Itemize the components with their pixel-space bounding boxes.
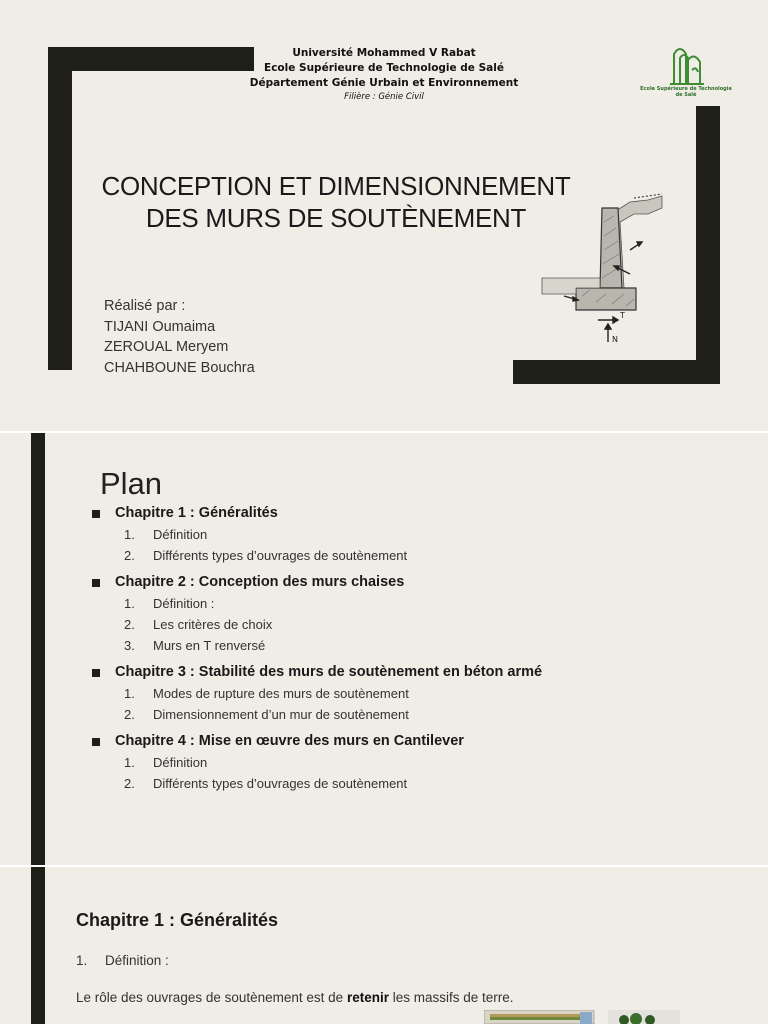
author-1: TIJANI Oumaima — [104, 318, 216, 335]
chapter-3 — [90, 661, 730, 683]
chapter-2-item-1 — [90, 593, 730, 614]
definition-heading — [76, 951, 169, 971]
chapter-3-item-1 — [90, 683, 730, 704]
made-by-label: Réalisé par : — [104, 298, 186, 314]
logo-caption: Ecole Supérieure de Technologie de Salé — [640, 86, 732, 98]
item-number: 2. — [124, 548, 135, 563]
definition-number: 1. — [76, 953, 88, 968]
frame-corner-bottom-right-bar — [513, 360, 720, 384]
item-text: Définition : — [153, 596, 215, 611]
chapter-1-item-2 — [90, 545, 730, 566]
institution-header — [200, 46, 568, 104]
plan-slide — [0, 433, 768, 865]
chapter-4 — [90, 730, 730, 752]
figure-label-t: T — [620, 311, 625, 320]
item-text: Définition — [153, 527, 208, 542]
bullet-square-icon — [92, 669, 100, 677]
slide-side-bar — [31, 867, 45, 1024]
university-name: Université Mohammed V Rabat — [292, 47, 476, 59]
item-number: 1. — [124, 755, 135, 770]
author-3: CHAHBOUNE Bouchra — [104, 359, 255, 376]
plan-title: Plan — [100, 466, 163, 501]
item-text: Dimensionnement d’un mur de soutènement — [153, 707, 409, 722]
frame-corner-bottom-right — [696, 106, 720, 384]
department-name: Département Génie Urbain et Environnement — [249, 77, 519, 89]
chapter-1 — [90, 502, 730, 524]
chapter-3-item-2 — [90, 704, 730, 725]
title-slide — [0, 0, 768, 431]
chapter-1-slide — [0, 867, 768, 1024]
chapter-2-item-2 — [90, 614, 730, 635]
item-text: Différents types d’ouvrages de soutènement — [153, 776, 408, 791]
frame-corner-top-left — [48, 47, 72, 370]
item-text: Murs en T renversé — [153, 638, 266, 653]
presentation-title — [76, 170, 596, 234]
chapter-title: Chapitre 4 : Mise en œuvre des murs en Cantilever — [115, 733, 464, 749]
bullet-square-icon — [92, 579, 100, 587]
chapter-title: Chapitre 3 : Stabilité des murs de soutènement en béton armé — [115, 664, 543, 680]
item-number: 1. — [124, 686, 135, 701]
text-emphasis: retenir — [346, 990, 389, 1005]
item-number: 2. — [124, 707, 135, 722]
chapter-heading: Chapitre 1 : Généralités — [76, 910, 279, 930]
chapter-2-item-3 — [90, 635, 730, 656]
item-text: Définition — [153, 755, 208, 770]
bullet-square-icon — [92, 510, 100, 518]
definition-label: Définition : — [105, 953, 169, 968]
item-text: Différents types d’ouvrages de soutènement — [153, 548, 408, 563]
filiere: Filière : Génie Civil — [344, 92, 424, 102]
school-name: Ecole Supérieure de Technologie de Salé — [264, 62, 504, 74]
bullet-square-icon — [92, 738, 100, 746]
text-before: Le rôle des ouvrages de soutènement est de — [76, 990, 347, 1005]
chapter-4-item-1 — [90, 752, 730, 773]
text-after: les massifs de terre. — [388, 990, 514, 1005]
plan-list — [90, 502, 730, 794]
slide-side-bar — [31, 433, 45, 865]
chapter-1-item-1 — [90, 524, 730, 545]
chapter-4-item-2 — [90, 773, 730, 794]
title-line-2: DES MURS DE SOUTÈNEMENT — [145, 203, 527, 233]
item-number: 1. — [124, 527, 135, 542]
title-line-1: CONCEPTION ET DIMENSIONNEMENT — [101, 171, 571, 201]
item-number: 2. — [124, 776, 135, 791]
chapter-2 — [90, 571, 730, 593]
item-text: Les critères de choix — [153, 617, 273, 632]
author-2: ZEROUAL Meryem — [104, 339, 229, 355]
chapter-title: Chapitre 2 : Conception des murs chaises — [115, 574, 405, 590]
item-number: 3. — [124, 638, 135, 653]
definition-text — [76, 988, 514, 1008]
figure-label-n: N — [612, 335, 618, 344]
retaining-wall-photos — [484, 1010, 680, 1024]
retaining-wall-figure — [538, 192, 664, 346]
item-number: 1. — [124, 596, 135, 611]
chapter-title: Chapitre 1 : Généralités — [115, 505, 278, 521]
authors-block — [104, 296, 255, 378]
item-number: 2. — [124, 617, 135, 632]
item-text: Modes de rupture des murs de soutènement — [153, 686, 409, 701]
